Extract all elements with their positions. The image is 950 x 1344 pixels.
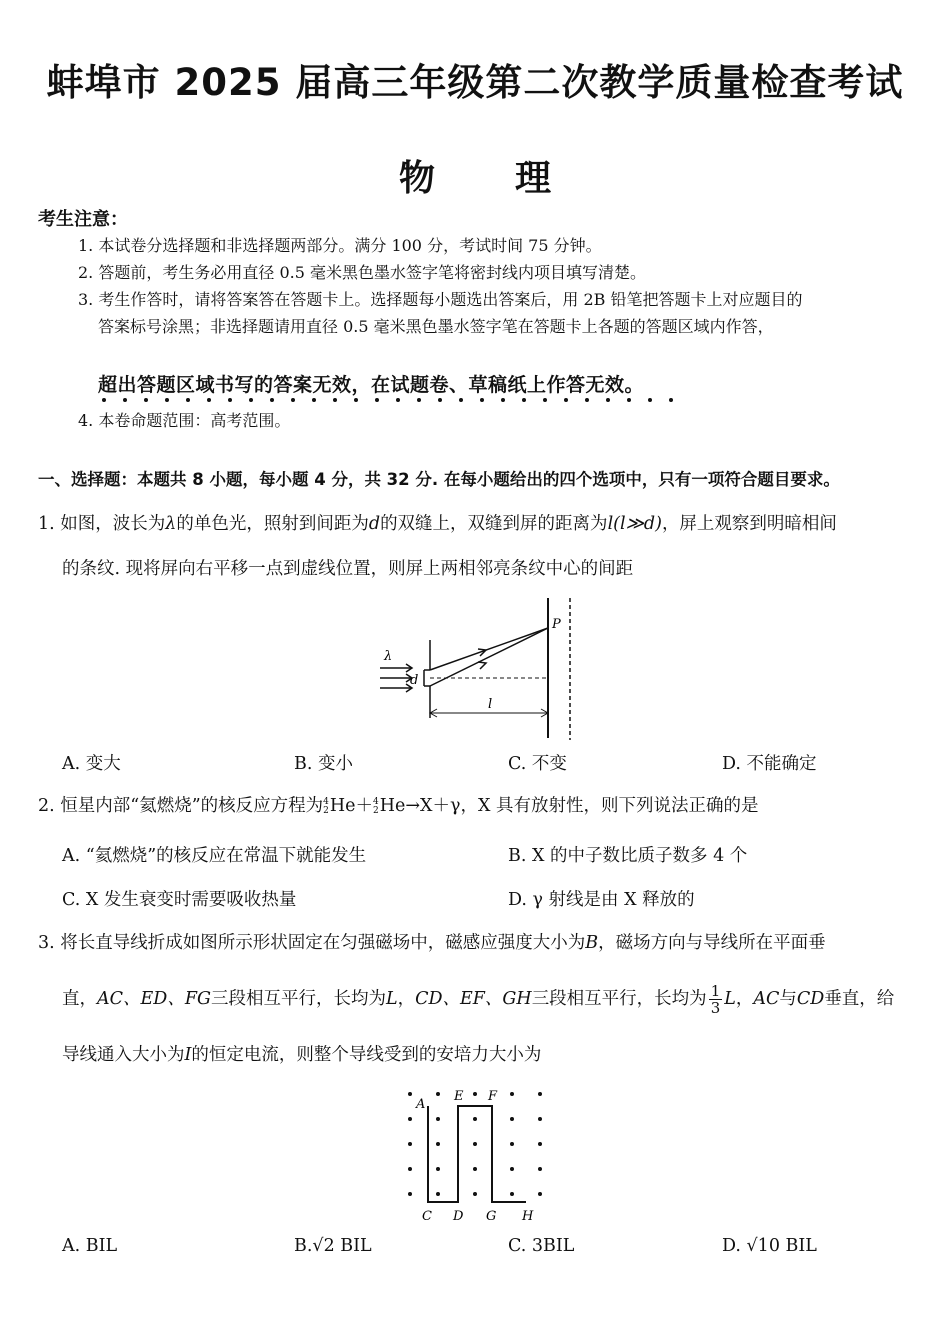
q2-option-d: D. γ 射线是由 X 释放的 xyxy=(508,890,695,910)
q1-option-b: B. 变小 xyxy=(294,754,353,774)
subject-char-1: 物 xyxy=(398,158,435,199)
notice-emphasis: 超出答题区域书写的答案无效，在试题卷、草稿纸上作答无效。 xyxy=(98,374,645,396)
q1-option-a: A. 变大 xyxy=(62,754,121,774)
q3-line2: 直，AC、ED、FG三段相互平行，长均为L，CD、EF、GH三段相互平行，长均为 $\frac{1}{3}$ L，AC与CD垂直，给 xyxy=(62,982,895,1017)
one-third-fraction: $\frac{1}{3}$ xyxy=(710,982,721,1017)
emphasis-dots xyxy=(98,396,688,404)
fig1-label-l: l xyxy=(488,697,493,712)
q2-option-c: C. X 发生衰变时需要吸收热量 xyxy=(62,890,297,910)
q1-line1: 1. 如图，波长为λ的单色光，照射到间距为d的双缝上，双缝到屏的距离为l(l≫d)，屏上观察到明暗相间 xyxy=(38,514,837,534)
fig1-label-d: d xyxy=(410,673,419,688)
fig1-label-lambda: λ xyxy=(384,649,393,664)
subject-title xyxy=(0,150,950,201)
bent-wire-figure xyxy=(398,1082,558,1224)
double-slit-figure xyxy=(370,598,590,740)
notice-item-3-line2: 答案标号涂黑；非选择题请用直径 0.5 毫米黑色墨水签字笔在答题卡上各题的答题区域内作答， xyxy=(98,317,774,336)
q1-option-d: D. 不能确定 xyxy=(722,754,817,774)
fig3-label-c: C xyxy=(422,1209,432,1224)
exam-title: 蚌埠市 2025 届高三年级第二次教学质量检查考试 xyxy=(46,61,904,104)
fig3-label-d: D xyxy=(453,1209,464,1224)
fig3-label-g: G xyxy=(486,1209,497,1224)
q3-option-d: D. √10 BIL xyxy=(722,1236,817,1256)
q3-option-a: A. BIL xyxy=(62,1236,118,1256)
q3-line1: 3. 将长直导线折成如图所示形状固定在匀强磁场中，磁感应强度大小为B，磁场方向与导线所在平面垂 xyxy=(38,933,826,953)
q2-stem: 2. 恒星内部“氦燃烧”的核反应方程为 4 2 He＋ 4 2 He→X＋γ，X 具有放射性，则下列说法正确的是 xyxy=(38,796,759,816)
fig3-label-e: E xyxy=(454,1089,464,1104)
fig3-label-h: H xyxy=(522,1209,534,1224)
fig3-label-f: F xyxy=(488,1089,498,1104)
notice-item-3-line1: 3. 考生作答时，请将答案答在答题卡上。选择题每小题选出答案后，用 2B 铅笔把答题卡上对应题目的 xyxy=(78,290,803,309)
notice-item-4: 4. 本卷命题范围：高考范围。 xyxy=(78,411,291,430)
notice-item-1: 1. 本试卷分选择题和非选择题两部分。满分 100 分，考试时间 75 分钟。 xyxy=(78,236,602,255)
q2-option-a: A. “氦燃烧”的核反应在常温下就能发生 xyxy=(62,846,367,866)
notice-heading: 考生注意： xyxy=(38,209,128,230)
q1-option-c: C. 不变 xyxy=(508,754,567,774)
fig3-label-a: A xyxy=(416,1097,426,1112)
q2-option-b: B. X 的中子数比质子数多 4 个 xyxy=(508,846,748,866)
q3-option-c: C. 3BIL xyxy=(508,1236,575,1256)
section-heading: 一、选择题：本题共 8 小题，每小题 4 分，共 32 分. 在每小题给出的四个选项中，只有一项符合题目要求。 xyxy=(38,470,840,489)
notice-item-2: 2. 答题前，考生务必用直径 0.5 毫米黑色墨水签字笔将密封线内项目填写清楚。 xyxy=(78,263,646,282)
q3-line3: 导线通入大小为I的恒定电流，则整个导线受到的安培力大小为 xyxy=(62,1045,542,1065)
q3-option-b: B.√2 BIL xyxy=(294,1236,372,1256)
subject-char-2: 理 xyxy=(515,158,552,199)
fig1-label-p: P xyxy=(552,617,561,632)
q1-line2: 的条纹. 现将屏向右平移一点到虚线位置，则屏上两相邻亮条纹中心的间距 xyxy=(62,559,634,579)
